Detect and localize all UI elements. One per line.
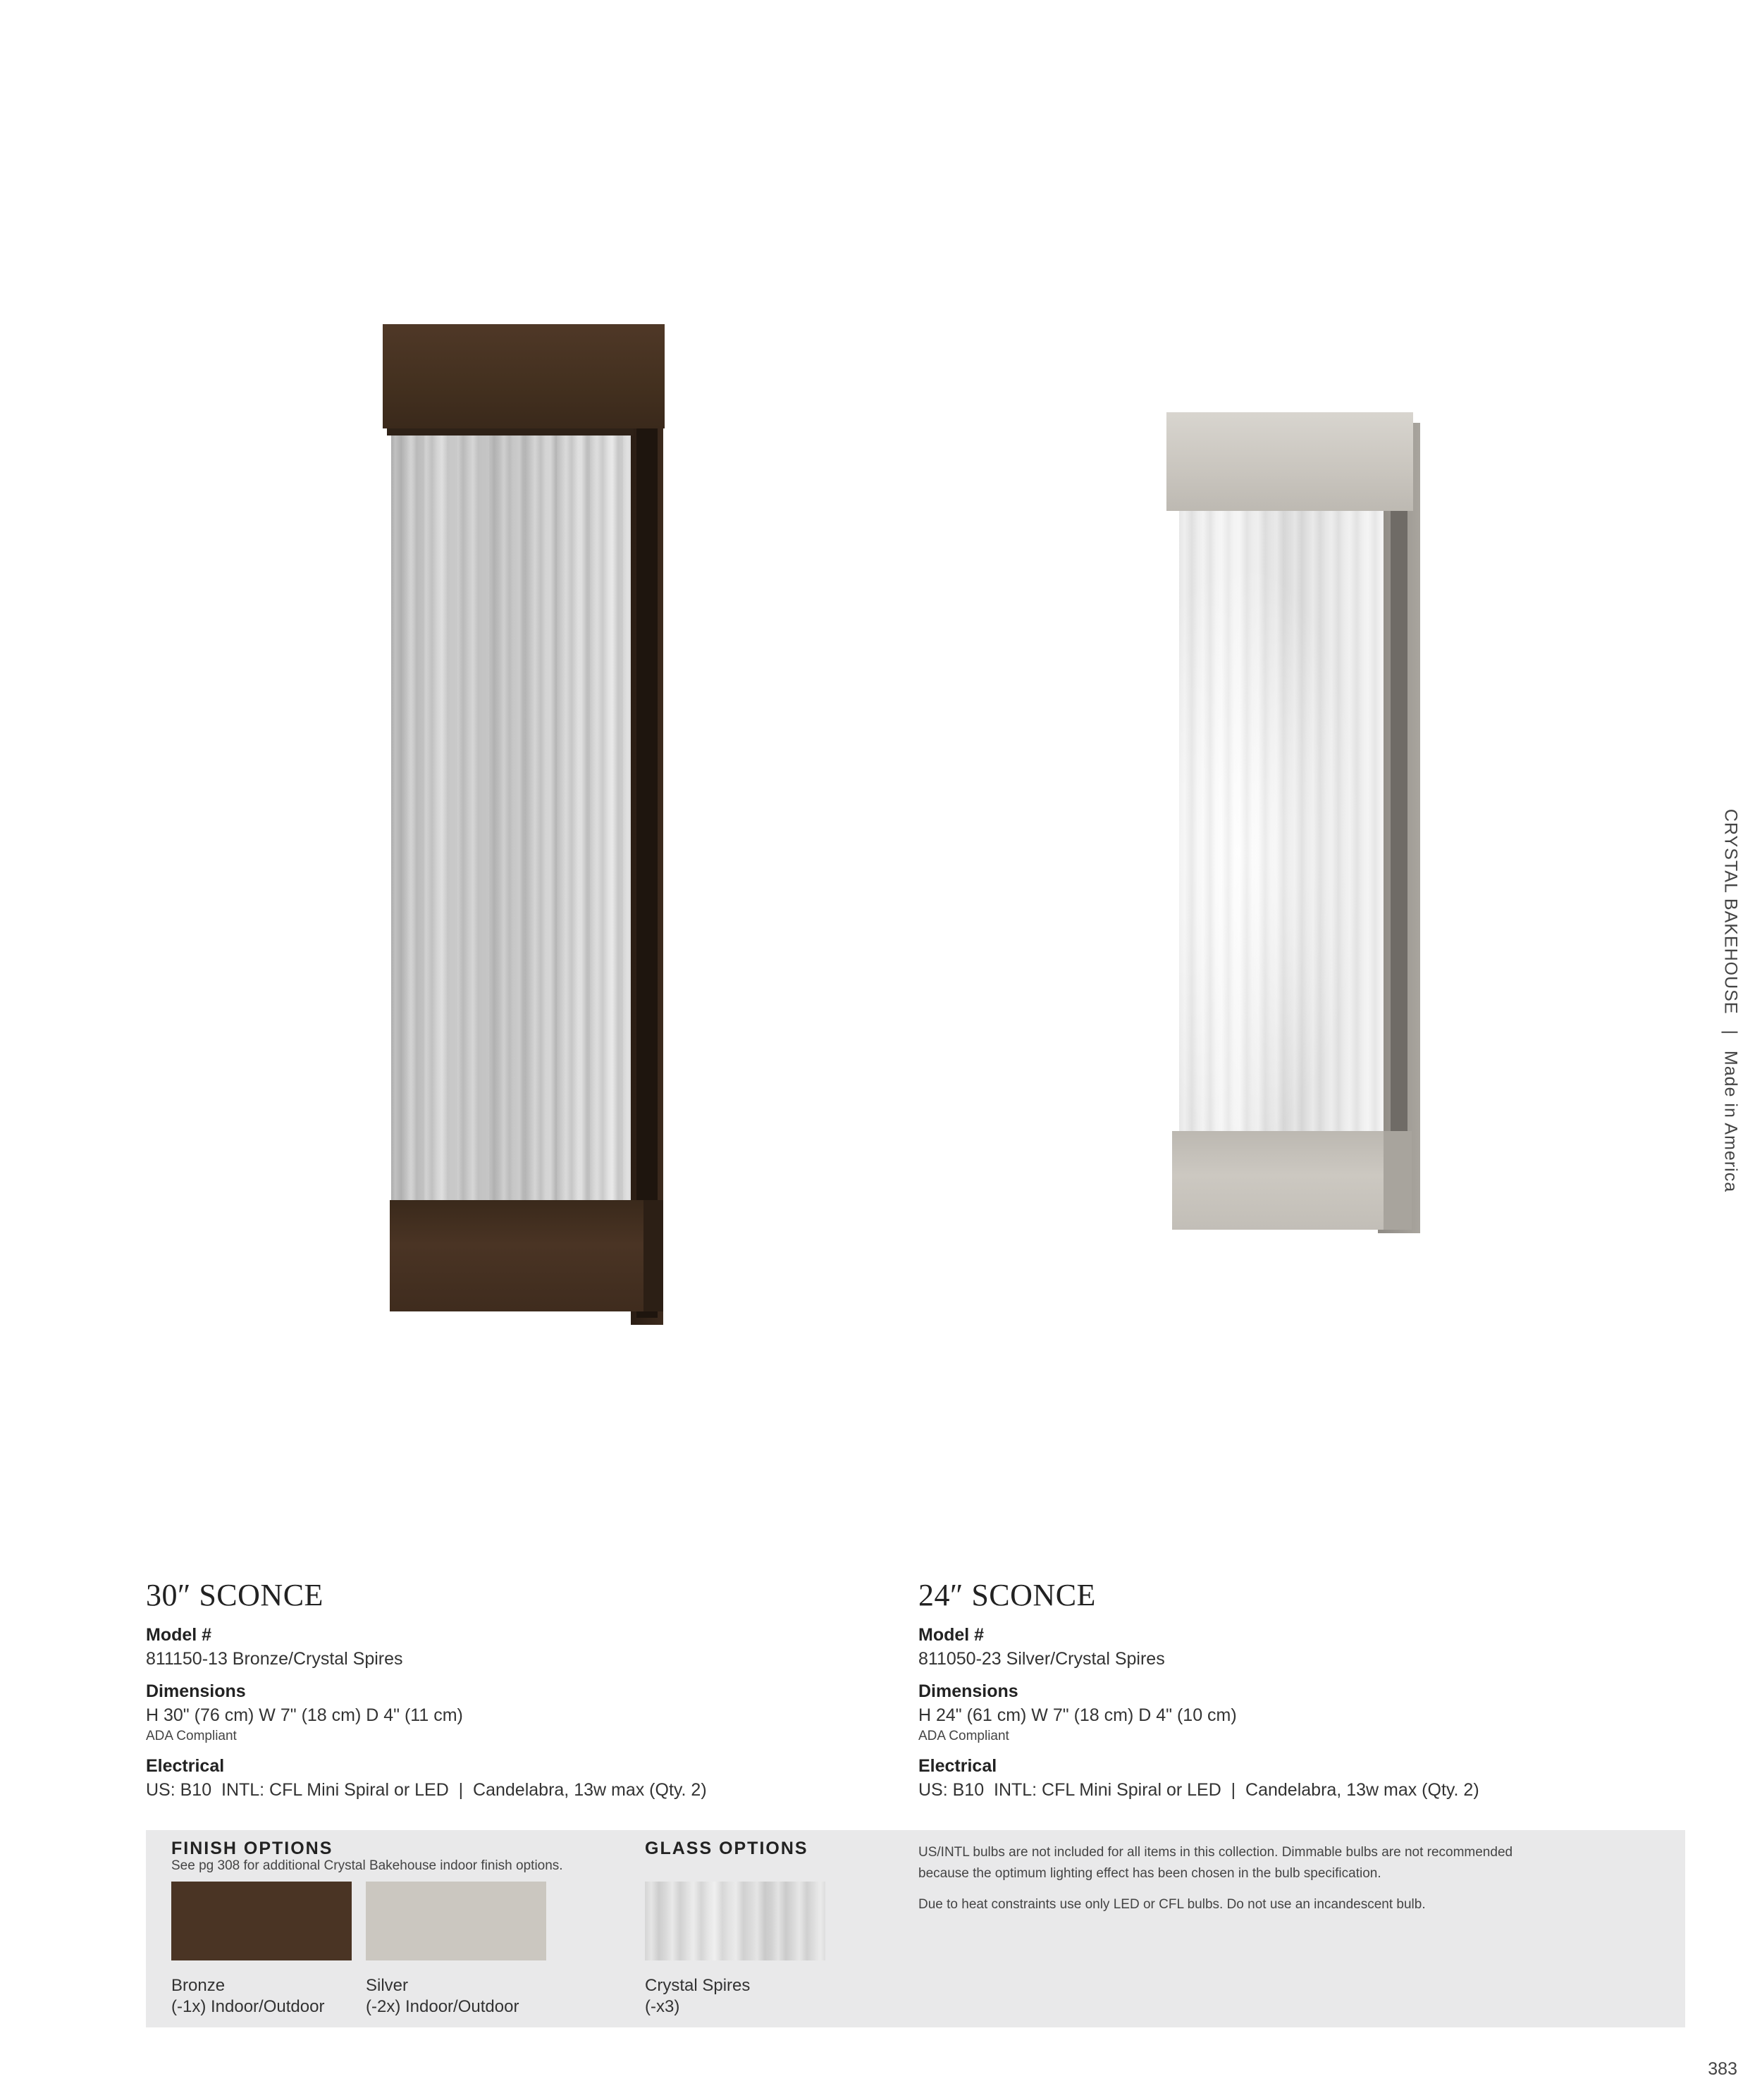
dimensions-value: H 24" (61 cm) W 7" (18 cm) D 4" (10 cm) <box>918 1705 1237 1725</box>
crystal-spires-swatch <box>645 1882 825 1960</box>
bottom-cap-side <box>643 1200 663 1311</box>
silver-sconce-image <box>1166 412 1434 1237</box>
dimensions-label: Dimensions <box>146 1681 246 1701</box>
swatch-name: Bronze <box>171 1976 226 1995</box>
electrical-label: Electrical <box>146 1756 225 1776</box>
product-24-sconce <box>918 1577 1658 1802</box>
bronze-swatch <box>171 1882 352 1960</box>
collection-side-label <box>1720 809 1741 1192</box>
back-plate-slot <box>636 352 658 1318</box>
electrical-label: Electrical <box>918 1756 997 1776</box>
top-cap-shadow <box>387 428 634 436</box>
swatch-name: Crystal Spires <box>645 1976 751 1995</box>
dimensions-value: H 30" (76 cm) W 7" (18 cm) D 4" (11 cm) <box>146 1705 463 1725</box>
silver-swatch-label <box>366 1975 519 2018</box>
ada-note: ADA Compliant <box>918 1729 1009 1743</box>
bottom-cap <box>1172 1131 1384 1230</box>
model-value: 811150-13 Bronze/Crystal Spires <box>146 1649 403 1669</box>
dimensions-label: Dimensions <box>918 1681 1018 1701</box>
bronze-swatch-label <box>171 1975 324 2018</box>
options-panel <box>146 1830 1685 2027</box>
model-label: Model # <box>146 1625 212 1645</box>
finish-options-subtitle: See pg 308 for additional Crystal Bakehouse indoor finish options. <box>171 1858 563 1873</box>
back-plate-slot <box>1391 433 1407 1223</box>
bronze-sconce-image <box>377 324 673 1332</box>
model-value: 811050-23 Silver/Crystal Spires <box>918 1649 1165 1669</box>
crystal-glass-panel <box>1179 511 1384 1131</box>
bulb-note: US/INTL bulbs are not included for all items in this collection. Dimmable bulbs are not recommended because the optimum lighting effect has been chosen in the bulb specification. <box>918 1845 1513 1881</box>
electrical-value: US: B10 INTL: CFL Mini Spiral or LED | Candelabra, 13w max (Qty. 2) <box>918 1780 1479 1800</box>
page-number: 383 <box>1708 2059 1737 2079</box>
heat-note: Due to heat constraints use only LED or CFL bulbs. Do not use an incandescent bulb. <box>918 1897 1426 1912</box>
swatch-detail: (-x3) <box>645 1997 680 2016</box>
origin-label: Made in America <box>1720 1050 1741 1193</box>
collection-name: CRYSTAL BAKEHOUSE <box>1720 808 1741 1015</box>
product-title: 30″ SCONCE <box>146 1578 324 1612</box>
ada-note: ADA Compliant <box>146 1729 237 1743</box>
electrical-value: US: B10 INTL: CFL Mini Spiral or LED | Candelabra, 13w max (Qty. 2) <box>146 1780 707 1800</box>
silver-swatch <box>366 1882 546 1960</box>
finish-options-title: FINISH OPTIONS <box>171 1839 333 1858</box>
bulb-notes <box>918 1842 1553 1915</box>
swatch-detail: (-2x) Indoor/Outdoor <box>366 1997 519 2016</box>
swatch-detail: (-1x) Indoor/Outdoor <box>171 1997 325 2016</box>
swatch-name: Silver <box>366 1976 409 1995</box>
side-label-separator: | <box>1720 1030 1741 1035</box>
crystal-spires-swatch-label <box>645 1975 750 2018</box>
top-cap <box>383 324 665 428</box>
crystal-glass-panel <box>391 436 631 1200</box>
top-cap <box>1166 412 1413 511</box>
glass-options-title: GLASS OPTIONS <box>645 1839 808 1858</box>
bottom-cap <box>390 1200 643 1311</box>
bottom-cap-side <box>1384 1131 1412 1230</box>
product-30-sconce <box>146 1577 886 1802</box>
model-label: Model # <box>918 1625 985 1645</box>
product-title: 24″ SCONCE <box>918 1578 1096 1612</box>
